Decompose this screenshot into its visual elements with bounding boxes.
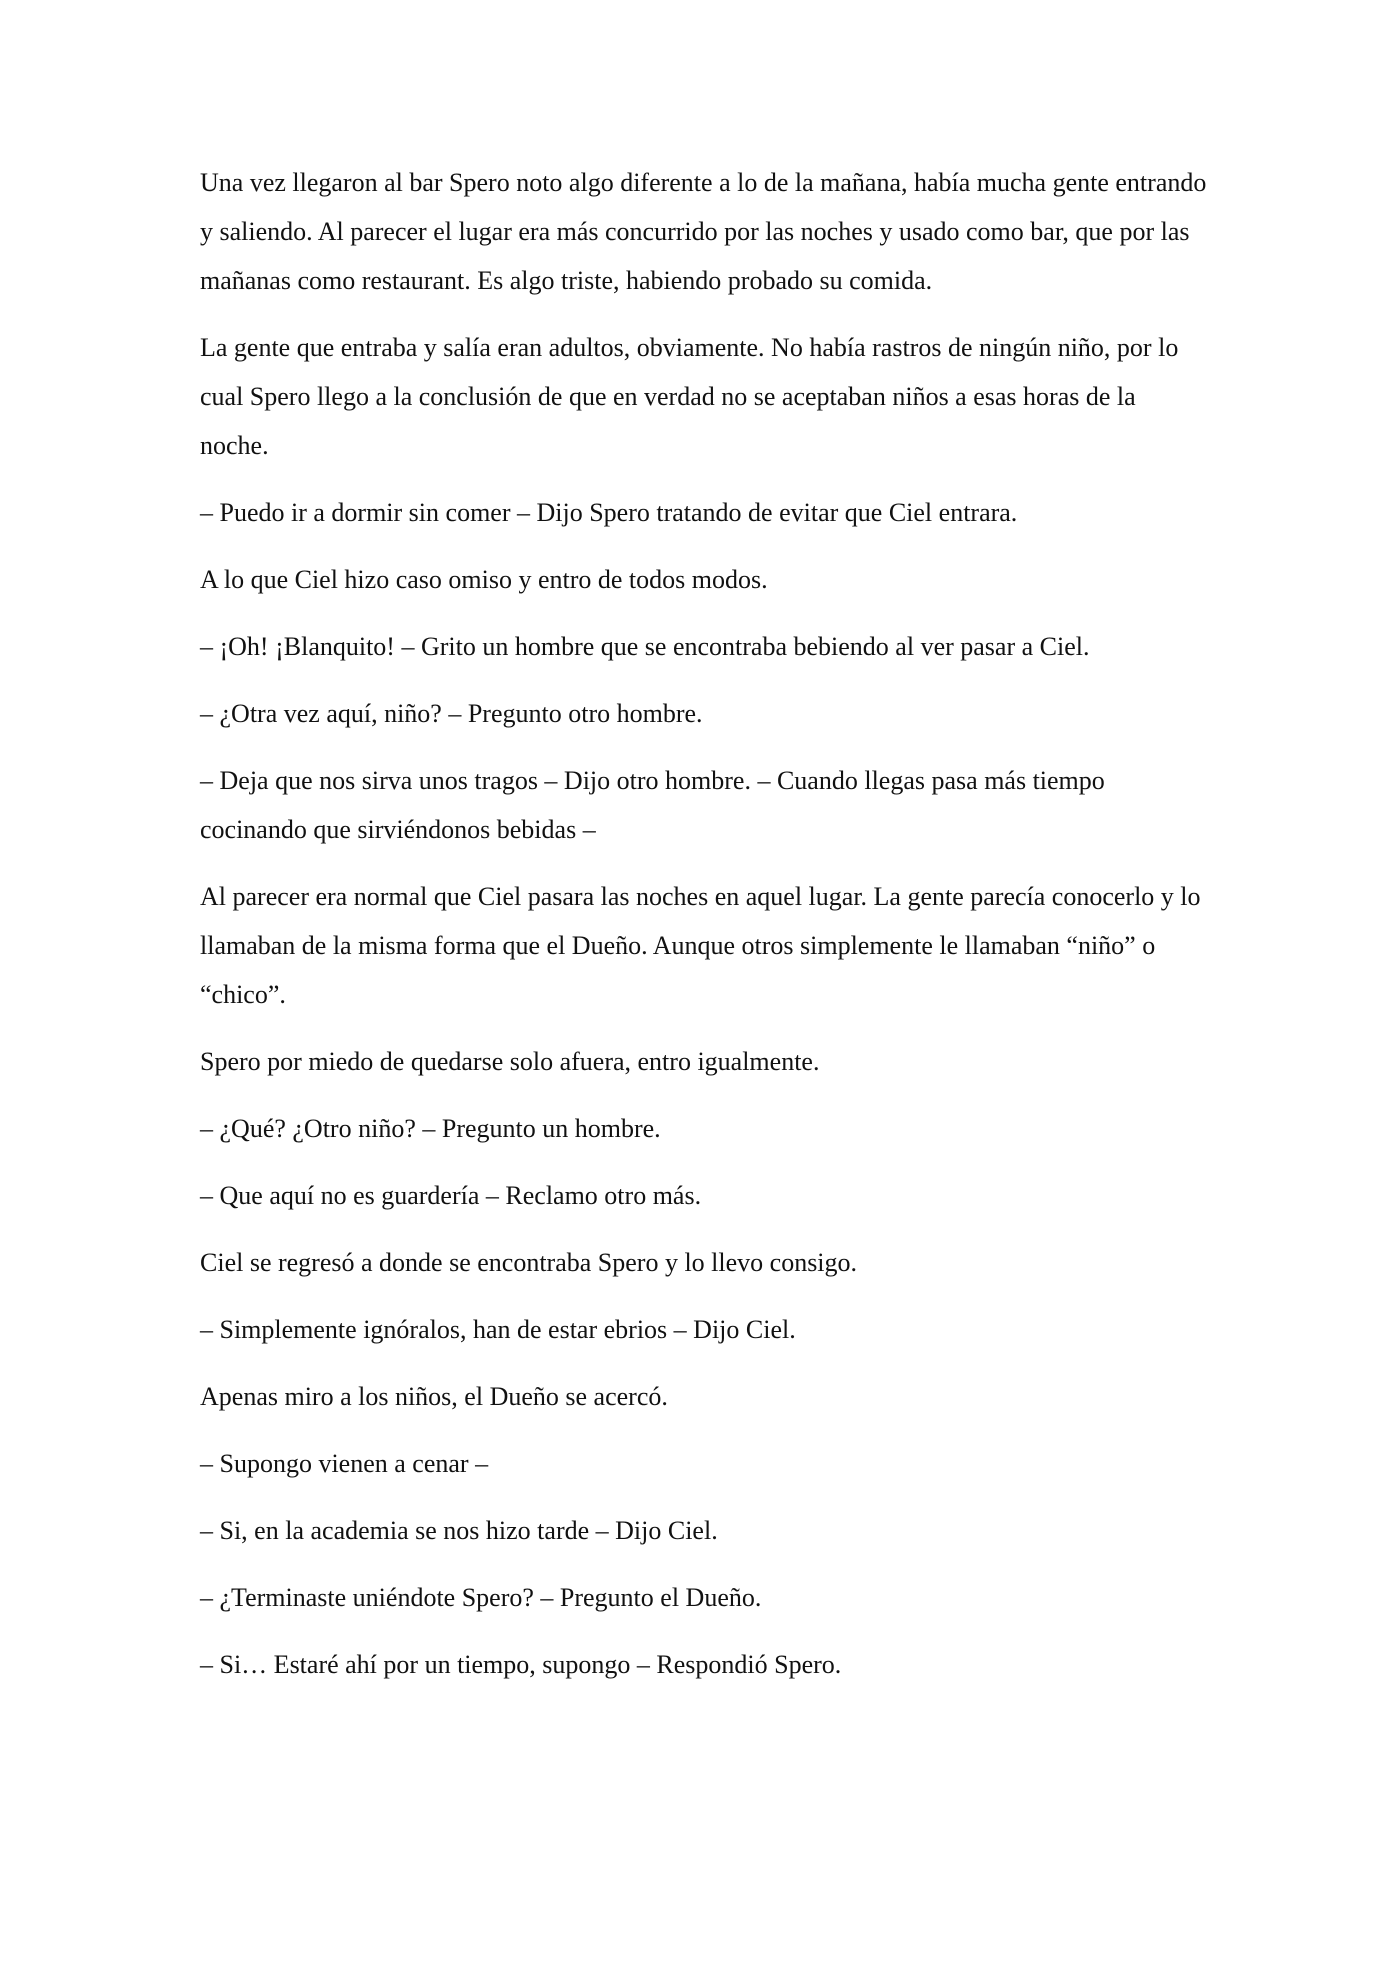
dialogue-line: – ¡Oh! ¡Blanquito! – Grito un hombre que se encontraba bebiendo al ver pasar a Ciel. (200, 632, 1090, 661)
paragraph: A lo que Ciel hizo caso omiso y entro de todos modos. (200, 565, 768, 594)
dialogue-line: – Si, en la academia se nos hizo tarde – Dijo Ciel. (200, 1516, 718, 1545)
dialogue-line: – Si… Estaré ahí por un tiempo, supongo – Respondió Spero. (200, 1650, 842, 1679)
paragraph: Ciel se regresó a donde se encontraba Spero y lo llevo consigo. (200, 1248, 858, 1277)
dialogue-line: – Deja que nos sirva unos tragos – Dijo otro hombre. – Cuando llegas pasa más tiempo cocinando que sirviéndonos bebidas – (200, 766, 1105, 844)
dialogue-line: – ¿Otra vez aquí, niño? – Pregunto otro hombre. (200, 699, 703, 728)
dialogue-line: – Supongo vienen a cenar – (200, 1449, 489, 1478)
dialogue-line: – Puedo ir a dormir sin comer – Dijo Spero tratando de evitar que Ciel entrara. (200, 498, 1018, 527)
paragraph: Al parecer era normal que Ciel pasara las noches en aquel lugar. La gente parecía conocerlo y lo llamaban de la misma forma que el Dueño. Aunque otros simplemente le llamaban “niño” o “chico”. (200, 882, 1201, 1009)
paragraph: Una vez llegaron al bar Spero noto algo diferente a lo de la mañana, había mucha gente entrando y saliendo. Al parecer el lugar era más concurrido por las noches y usado como bar, que por las mañanas como restaurant. Es algo triste, habiendo probado su comida. (200, 168, 1207, 295)
dialogue-line: – ¿Terminaste uniéndote Spero? – Pregunto el Dueño. (200, 1583, 762, 1612)
paragraph: La gente que entraba y salía eran adultos, obviamente. No había rastros de ningún niño, por lo cual Spero llego a la conclusión de que en verdad no se aceptaban niños a esas horas de la noche. (200, 333, 1179, 460)
paragraph: Apenas miro a los niños, el Dueño se acercó. (200, 1382, 668, 1411)
dialogue-line: – ¿Qué? ¿Otro niño? – Pregunto un hombre. (200, 1114, 661, 1143)
dialogue-line: – Que aquí no es guardería – Reclamo otro más. (200, 1181, 702, 1210)
paragraph: Spero por miedo de quedarse solo afuera, entro igualmente. (200, 1047, 820, 1076)
dialogue-line: – Simplemente ignóralos, han de estar ebrios – Dijo Ciel. (200, 1315, 796, 1344)
document-body (200, 158, 1210, 1707)
